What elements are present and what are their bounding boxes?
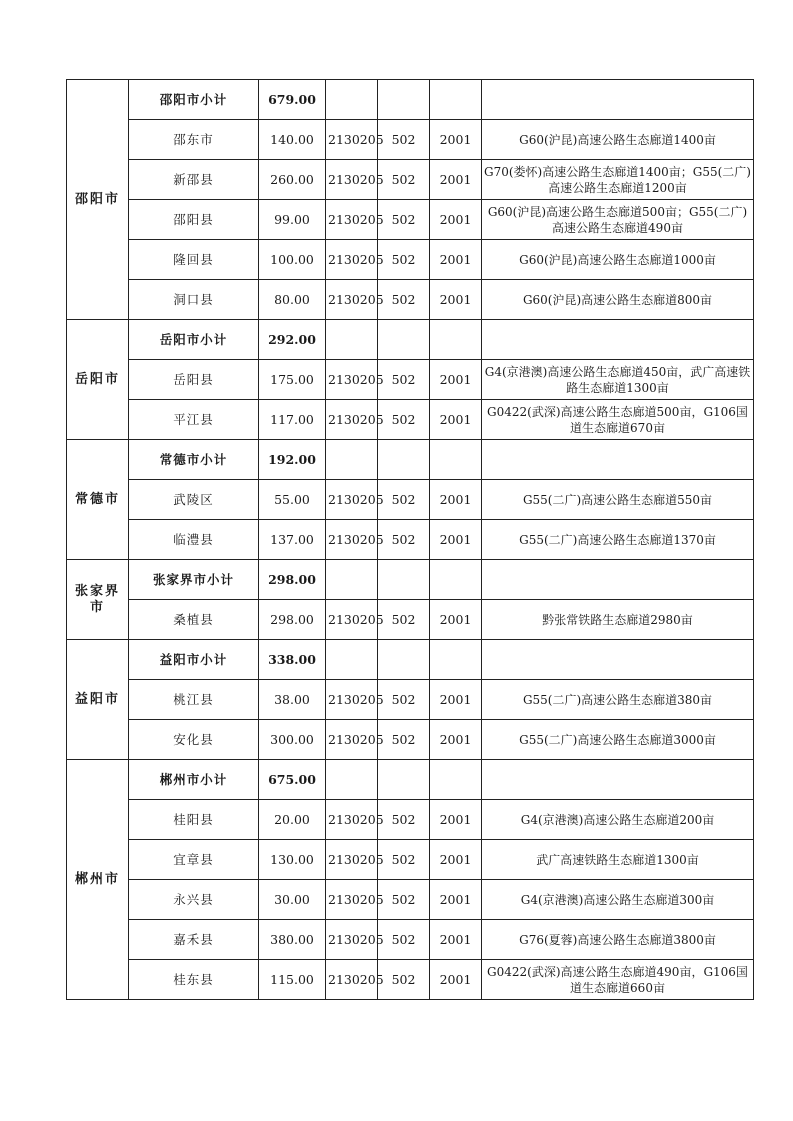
- note-cell: G60(沪昆)高速公路生态廊道1000亩: [482, 240, 754, 280]
- city-name-cell: 岳阳市: [67, 320, 129, 440]
- allocation-table: [66, 79, 754, 1000]
- empty-code-cell: [326, 760, 378, 800]
- amount-cell: 130.00: [259, 840, 326, 880]
- amount-cell: 140.00: [259, 120, 326, 160]
- year-code-cell: 2001: [430, 120, 482, 160]
- subtotal-label-cell: 邵阳市小计: [129, 80, 259, 120]
- county-cell: 邵东市: [129, 120, 259, 160]
- subject-code-cell: 2130205: [326, 800, 378, 840]
- empty-c502-cell: [378, 760, 430, 800]
- subject-code-cell: 2130205: [326, 360, 378, 400]
- econ-code-cell: 502: [378, 960, 430, 1000]
- table-row: [67, 880, 754, 920]
- subtotal-row: [67, 440, 754, 480]
- year-code-cell: 2001: [430, 160, 482, 200]
- county-cell: 武陵区: [129, 480, 259, 520]
- county-cell: 洞口县: [129, 280, 259, 320]
- empty-note-cell: [482, 560, 754, 600]
- empty-c2001-cell: [430, 320, 482, 360]
- year-code-cell: 2001: [430, 880, 482, 920]
- subtotal-label-cell: 益阳市小计: [129, 640, 259, 680]
- note-cell: G55(二广)高速公路生态廊道550亩: [482, 480, 754, 520]
- subject-code-cell: 2130205: [326, 280, 378, 320]
- econ-code-cell: 502: [378, 480, 430, 520]
- county-cell: 安化县: [129, 720, 259, 760]
- econ-code-cell: 502: [378, 600, 430, 640]
- table-row: [67, 960, 754, 1000]
- table-row: [67, 600, 754, 640]
- note-cell: 武广高速铁路生态廊道1300亩: [482, 840, 754, 880]
- year-code-cell: 2001: [430, 280, 482, 320]
- econ-code-cell: 502: [378, 840, 430, 880]
- empty-c2001-cell: [430, 80, 482, 120]
- table-row: [67, 680, 754, 720]
- note-cell: G76(夏蓉)高速公路生态廊道3800亩: [482, 920, 754, 960]
- empty-c2001-cell: [430, 440, 482, 480]
- note-cell: G0422(武深)高速公路生态廊道490亩，G106国道生态廊道660亩: [482, 960, 754, 1000]
- year-code-cell: 2001: [430, 480, 482, 520]
- note-cell: G60(沪昆)高速公路生态廊道800亩: [482, 280, 754, 320]
- subject-code-cell: 2130205: [326, 120, 378, 160]
- county-cell: 临澧县: [129, 520, 259, 560]
- empty-note-cell: [482, 80, 754, 120]
- subtotal-label-cell: 常德市小计: [129, 440, 259, 480]
- amount-cell: 100.00: [259, 240, 326, 280]
- county-cell: 平江县: [129, 400, 259, 440]
- empty-c2001-cell: [430, 640, 482, 680]
- subject-code-cell: 2130205: [326, 200, 378, 240]
- table-row: [67, 840, 754, 880]
- year-code-cell: 2001: [430, 960, 482, 1000]
- subtotal-label-cell: 岳阳市小计: [129, 320, 259, 360]
- empty-c2001-cell: [430, 760, 482, 800]
- year-code-cell: 2001: [430, 360, 482, 400]
- econ-code-cell: 502: [378, 160, 430, 200]
- subtotal-row: [67, 640, 754, 680]
- year-code-cell: 2001: [430, 240, 482, 280]
- year-code-cell: 2001: [430, 920, 482, 960]
- table-row: [67, 400, 754, 440]
- amount-cell: 117.00: [259, 400, 326, 440]
- county-cell: 嘉禾县: [129, 920, 259, 960]
- year-code-cell: 2001: [430, 840, 482, 880]
- subject-code-cell: 2130205: [326, 240, 378, 280]
- empty-note-cell: [482, 640, 754, 680]
- empty-c502-cell: [378, 440, 430, 480]
- subtotal-label-cell: 张家界市小计: [129, 560, 259, 600]
- empty-note-cell: [482, 320, 754, 360]
- note-cell: G0422(武深)高速公路生态廊道500亩，G106国道生态廊道670亩: [482, 400, 754, 440]
- empty-code-cell: [326, 640, 378, 680]
- year-code-cell: 2001: [430, 720, 482, 760]
- subject-code-cell: 2130205: [326, 400, 378, 440]
- county-cell: 桂阳县: [129, 800, 259, 840]
- subtotal-value-cell: 292.00: [259, 320, 326, 360]
- empty-c502-cell: [378, 320, 430, 360]
- table-row: [67, 280, 754, 320]
- year-code-cell: 2001: [430, 520, 482, 560]
- amount-cell: 30.00: [259, 880, 326, 920]
- table-row: [67, 720, 754, 760]
- county-cell: 岳阳县: [129, 360, 259, 400]
- econ-code-cell: 502: [378, 360, 430, 400]
- econ-code-cell: 502: [378, 400, 430, 440]
- subject-code-cell: 2130205: [326, 160, 378, 200]
- city-name-cell: 益阳市: [67, 640, 129, 760]
- empty-c502-cell: [378, 80, 430, 120]
- subtotal-value-cell: 338.00: [259, 640, 326, 680]
- subject-code-cell: 2130205: [326, 920, 378, 960]
- county-cell: 隆回县: [129, 240, 259, 280]
- city-name-cell: 常德市: [67, 440, 129, 560]
- county-cell: 桂东县: [129, 960, 259, 1000]
- econ-code-cell: 502: [378, 280, 430, 320]
- empty-code-cell: [326, 440, 378, 480]
- city-name-cell: 邵阳市: [67, 80, 129, 320]
- empty-code-cell: [326, 560, 378, 600]
- empty-code-cell: [326, 320, 378, 360]
- county-cell: 宜章县: [129, 840, 259, 880]
- subject-code-cell: 2130205: [326, 840, 378, 880]
- empty-code-cell: [326, 80, 378, 120]
- empty-note-cell: [482, 440, 754, 480]
- table-row: [67, 800, 754, 840]
- econ-code-cell: 502: [378, 800, 430, 840]
- subtotal-row: [67, 760, 754, 800]
- subtotal-label-cell: 郴州市小计: [129, 760, 259, 800]
- econ-code-cell: 502: [378, 720, 430, 760]
- subtotal-row: [67, 560, 754, 600]
- table-row: [67, 240, 754, 280]
- subtotal-value-cell: 675.00: [259, 760, 326, 800]
- county-cell: 桃江县: [129, 680, 259, 720]
- year-code-cell: 2001: [430, 600, 482, 640]
- amount-cell: 80.00: [259, 280, 326, 320]
- note-cell: G55(二广)高速公路生态廊道380亩: [482, 680, 754, 720]
- amount-cell: 137.00: [259, 520, 326, 560]
- table-row: [67, 160, 754, 200]
- county-cell: 桑植县: [129, 600, 259, 640]
- note-cell: G60(沪昆)高速公路生态廊道1400亩: [482, 120, 754, 160]
- amount-cell: 298.00: [259, 600, 326, 640]
- note-cell: 黔张常铁路生态廊道2980亩: [482, 600, 754, 640]
- subtotal-value-cell: 679.00: [259, 80, 326, 120]
- note-cell: G55(二广)高速公路生态廊道3000亩: [482, 720, 754, 760]
- table-row: [67, 120, 754, 160]
- econ-code-cell: 502: [378, 200, 430, 240]
- note-cell: G55(二广)高速公路生态廊道1370亩: [482, 520, 754, 560]
- subject-code-cell: 2130205: [326, 600, 378, 640]
- year-code-cell: 2001: [430, 680, 482, 720]
- amount-cell: 99.00: [259, 200, 326, 240]
- amount-cell: 175.00: [259, 360, 326, 400]
- note-cell: G4(京港澳)高速公路生态廊道450亩，武广高速铁路生态廊道1300亩: [482, 360, 754, 400]
- note-cell: G4(京港澳)高速公路生态廊道300亩: [482, 880, 754, 920]
- empty-note-cell: [482, 760, 754, 800]
- subject-code-cell: 2130205: [326, 720, 378, 760]
- amount-cell: 20.00: [259, 800, 326, 840]
- subject-code-cell: 2130205: [326, 520, 378, 560]
- empty-c502-cell: [378, 560, 430, 600]
- subject-code-cell: 2130205: [326, 680, 378, 720]
- amount-cell: 115.00: [259, 960, 326, 1000]
- subject-code-cell: 2130205: [326, 960, 378, 1000]
- empty-c2001-cell: [430, 560, 482, 600]
- subtotal-value-cell: 298.00: [259, 560, 326, 600]
- econ-code-cell: 502: [378, 680, 430, 720]
- econ-code-cell: 502: [378, 880, 430, 920]
- note-cell: G4(京港澳)高速公路生态廊道200亩: [482, 800, 754, 840]
- econ-code-cell: 502: [378, 120, 430, 160]
- table-row: [67, 920, 754, 960]
- county-cell: 邵阳县: [129, 200, 259, 240]
- table-row: [67, 360, 754, 400]
- note-cell: G60(沪昆)高速公路生态廊道500亩；G55(二广)高速公路生态廊道490亩: [482, 200, 754, 240]
- table-row: [67, 200, 754, 240]
- empty-c502-cell: [378, 640, 430, 680]
- year-code-cell: 2001: [430, 200, 482, 240]
- econ-code-cell: 502: [378, 920, 430, 960]
- table-row: [67, 520, 754, 560]
- city-name-cell: 郴州市: [67, 760, 129, 1000]
- subtotal-row: [67, 320, 754, 360]
- amount-cell: 260.00: [259, 160, 326, 200]
- econ-code-cell: 502: [378, 240, 430, 280]
- table-body: [67, 80, 754, 1000]
- county-cell: 永兴县: [129, 880, 259, 920]
- county-cell: 新邵县: [129, 160, 259, 200]
- amount-cell: 55.00: [259, 480, 326, 520]
- subject-code-cell: 2130205: [326, 880, 378, 920]
- econ-code-cell: 502: [378, 520, 430, 560]
- note-cell: G70(娄怀)高速公路生态廊道1400亩；G55(二广)高速公路生态廊道1200亩: [482, 160, 754, 200]
- subtotal-value-cell: 192.00: [259, 440, 326, 480]
- year-code-cell: 2001: [430, 800, 482, 840]
- subject-code-cell: 2130205: [326, 480, 378, 520]
- amount-cell: 300.00: [259, 720, 326, 760]
- subtotal-row: [67, 80, 754, 120]
- year-code-cell: 2001: [430, 400, 482, 440]
- table-row: [67, 480, 754, 520]
- amount-cell: 380.00: [259, 920, 326, 960]
- city-name-cell: 张家界市: [67, 560, 129, 640]
- amount-cell: 38.00: [259, 680, 326, 720]
